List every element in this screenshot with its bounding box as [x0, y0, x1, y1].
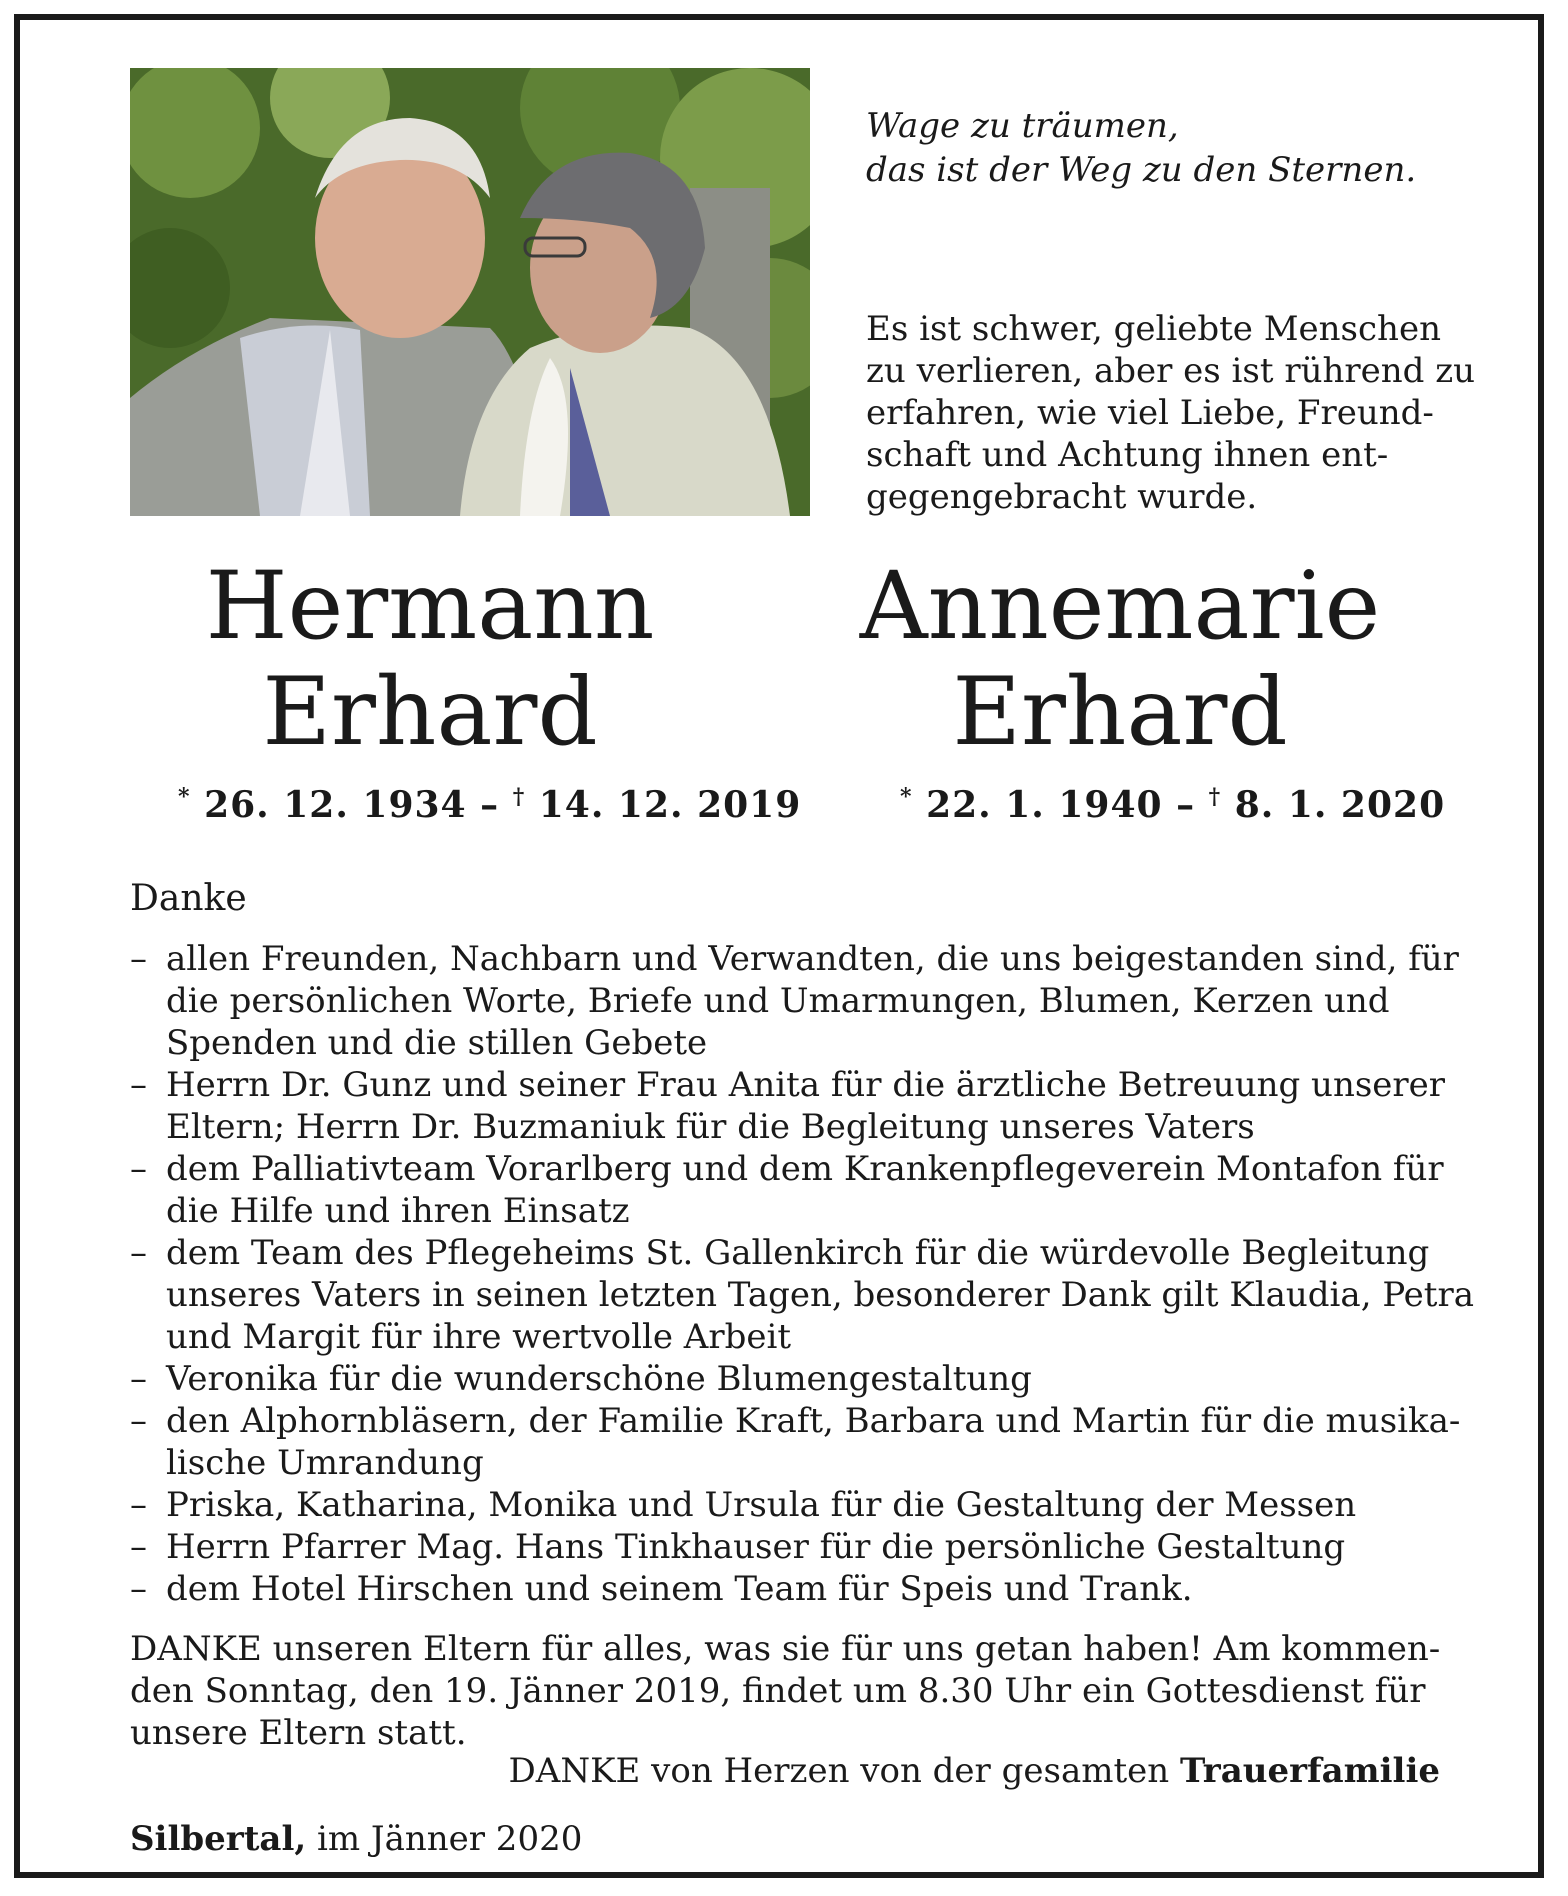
- list-item: [130, 1148, 1444, 1232]
- thanks-heading: Danke: [130, 878, 247, 919]
- signoff-family: Trauerfamilie: [1179, 1751, 1440, 1791]
- motto-line: das ist der Weg zu den Sternen.: [866, 150, 1417, 190]
- last-name: Erhard: [262, 658, 598, 767]
- date-separator: –: [1176, 784, 1196, 826]
- list-item-line: Eltern; Herrn Dr. Buzmaniuk für die Begleitung unseres Vaters: [166, 1107, 1255, 1147]
- list-item-line: Priska, Katharina, Monika und Ursula für die Gestaltung der Messen: [166, 1485, 1357, 1525]
- death-date: 8. 1. 2020: [1234, 784, 1446, 826]
- bullet-dash: –: [130, 1149, 147, 1189]
- name-annemarie: [800, 554, 1440, 766]
- list-item: [130, 1232, 1474, 1358]
- list-item-line: Herrn Dr. Gunz und seiner Frau Anita für die ärztliche Betreuung unserer: [166, 1065, 1446, 1105]
- thanks-list: [130, 938, 1474, 1610]
- place-date: im Jänner 2020: [306, 1819, 583, 1859]
- list-item-line: dem Team des Pflegeheims St. Gallenkirch für die würdevolle Begleitung: [166, 1233, 1430, 1273]
- list-item: [130, 1526, 1440, 1568]
- list-item: [130, 1568, 1440, 1610]
- date-separator: –: [480, 784, 500, 826]
- list-item-line: dem Hotel Hirschen und seinem Team für Speis und Trank.: [166, 1569, 1193, 1609]
- signoff-text: DANKE von Herzen von der gesamten: [508, 1751, 1180, 1791]
- list-item-line: die Hilfe und ihren Einsatz: [166, 1191, 630, 1231]
- bullet-dash: –: [130, 1569, 147, 1609]
- list-item-line: allen Freunden, Nachbarn und Verwandten, die uns beigestanden sind, für: [166, 939, 1459, 979]
- list-item: [130, 1484, 1440, 1526]
- list-item-line: lische Umrandung: [166, 1443, 484, 1483]
- bullet-dash: –: [130, 1065, 147, 1105]
- place-and-date: [130, 1818, 582, 1860]
- closing-line: unsere Eltern statt.: [130, 1713, 467, 1753]
- name-hermann: [130, 554, 730, 766]
- list-item-line: die persönlichen Worte, Briefe und Umarmungen, Blumen, Kerzen und: [166, 981, 1390, 1021]
- list-item-line: und Margit für ihre wertvolle Arbeit: [166, 1317, 792, 1357]
- bullet-dash: –: [130, 1401, 147, 1441]
- life-dates-hermann: [178, 784, 801, 826]
- bullet-dash: –: [130, 1527, 147, 1567]
- list-item: [130, 1358, 1440, 1400]
- intro-text: [866, 308, 1476, 518]
- list-item: [130, 1400, 1461, 1484]
- list-item: [130, 938, 1459, 1064]
- death-mark: †: [512, 784, 526, 810]
- intro-line: gegengebracht wurde.: [866, 477, 1258, 517]
- intro-line: erfahren, wie viel Liebe, Freund-: [866, 393, 1434, 433]
- closing-line: den Sonntag, den 19. Jänner 2019, findet um 8.30 Uhr ein Gottesdienst für: [130, 1671, 1426, 1711]
- birth-mark: *: [900, 784, 913, 810]
- intro-line: zu verlieren, aber es ist rührend zu: [866, 351, 1476, 391]
- list-item-line: unseres Vaters in seinen letzten Tagen, besonderer Dank gilt Klaudia, Petra: [166, 1275, 1474, 1315]
- first-name: Annemarie: [859, 552, 1381, 661]
- list-item-line: Spenden und die stillen Gebete: [166, 1023, 708, 1063]
- intro-line: schaft und Achtung ihnen ent-: [866, 435, 1389, 475]
- list-item: [130, 1064, 1446, 1148]
- closing-paragraph: [130, 1628, 1440, 1754]
- life-dates-annemarie: [900, 784, 1445, 826]
- bullet-dash: –: [130, 1485, 147, 1525]
- place-town: Silbertal,: [130, 1819, 307, 1859]
- bullet-dash: –: [130, 939, 147, 979]
- birth-date: 26. 12. 1934: [204, 784, 467, 826]
- bullet-dash: –: [130, 1233, 147, 1273]
- list-item-line: dem Palliativteam Vorarlberg und dem Krankenpflegeverein Montafon für: [166, 1149, 1444, 1189]
- couple-photo: [130, 68, 810, 516]
- death-mark: †: [1208, 784, 1222, 810]
- motto-quote: [866, 104, 1416, 192]
- signoff: [509, 1750, 1440, 1792]
- last-name: Erhard: [952, 658, 1288, 767]
- list-item-line: Veronika für die wunderschöne Blumengestaltung: [166, 1359, 1032, 1399]
- intro-line: Es ist schwer, geliebte Menschen: [866, 309, 1441, 349]
- motto-line: Wage zu träumen,: [866, 106, 1179, 146]
- list-item-line: den Alphornbläsern, der Familie Kraft, Barbara und Martin für die musika-: [166, 1401, 1461, 1441]
- birth-mark: *: [178, 784, 191, 810]
- first-name: Hermann: [205, 552, 655, 661]
- death-date: 14. 12. 2019: [538, 784, 802, 826]
- closing-line: DANKE unseren Eltern für alles, was sie für uns getan haben! Am kommen-: [130, 1629, 1441, 1669]
- bullet-dash: –: [130, 1359, 147, 1399]
- birth-date: 22. 1. 1940: [926, 784, 1163, 826]
- list-item-line: Herrn Pfarrer Mag. Hans Tinkhauser für die persönliche Gestaltung: [166, 1527, 1346, 1567]
